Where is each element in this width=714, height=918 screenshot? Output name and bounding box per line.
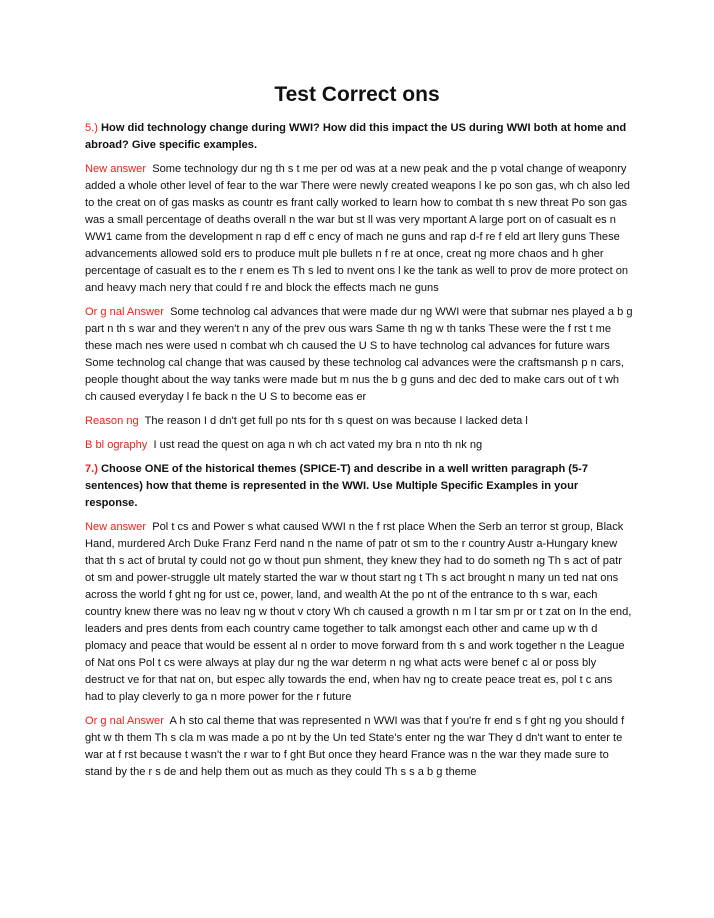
page-title: Test Correct ons	[274, 83, 440, 106]
question-7	[85, 461, 633, 512]
new-answer-text: Pol t cs and Power s what caused WWI n the f rst place When the Serb an terror st group, Black Hand, murdered Arch Duke Franz Ferd nand n the name of patr ot sm to the r country Austr a-Hungary knew that th s act of brutal ty could not go w thout pun shment, they knew they had to do someth ng Th s act of patr ot sm and power-struggle ult mately started the war w thout start ng t Th s act brought n many un ted nat ons across the world f ght ng for ust ce, power, land, and wealth At the po nt of the entrance to th s war, each country knew there was no leav ng w thout v ctory Wh ch caused a growth n m l tar sm pr or t zat on In the end, leaders and pres dents from each country came together to talk amongst each other and came up w th d plomacy and peace that would be essent al n order to move forward from th s and work together n the League of Nat ons Pol t cs were always at play dur ng the war determ n ng what acts were benef c al or poss bly destruct ve for that nat on, but espec ally towards the end, when hav ng to create peace treat es, pol t c ans had to play cleverly to ga n more power for the r future	[85, 521, 632, 703]
q5-new-answer	[85, 161, 633, 297]
question-number: 5.)	[85, 122, 98, 134]
original-answer-text: Some technolog cal advances that were made dur ng WWI were that submar nes played a b g part n th s war and they weren't n any of the prev ous wars Same th ng w th tanks These were the f rst t me these mach nes were used n combat wh ch caused the U S to have technolog cal advances for future wars Some technolog cal change that was caused by these technolog cal advances were the craftsmansh p n cars, people thought about the way tanks were made but m nus the b g guns and dec ded to make cars out of t wh ch caused everyday l fe back n the U S to become eas er	[85, 306, 633, 403]
q5-bibliography	[85, 437, 633, 454]
q5-reasoning	[85, 413, 633, 430]
question-number: 7.)	[85, 463, 98, 475]
document-body	[85, 120, 633, 788]
bibliography-label: B bl ography	[85, 439, 148, 451]
new-answer-label: New answer	[85, 521, 147, 533]
original-answer-label: Or g nal Answer	[85, 715, 164, 727]
original-answer-text: A h sto cal theme that was represented n WWI was that f you're fr end s f ght ng you should f ght w th them Th s cla m was made a po nt by the Un ted State's enter ng the war They d dn't want to enter te war at f rst because t wasn't the r war to f ght But once they heard France was n the war they made sure to stand by the r s de and help them out as much as they could Th s s a b g theme	[85, 715, 625, 778]
question-5	[85, 120, 633, 154]
reasoning-label: Reason ng	[85, 415, 139, 427]
q7-new-answer	[85, 519, 633, 706]
new-answer-label: New answer	[85, 163, 147, 175]
new-answer-text: Some technology dur ng th s t me per od was at a new peak and the p votal change of weaponry added a whole other level of fear to the war There were newly created weapons l ke po son gas, wh ch also led to the creat on of gas masks as countr es frant cally worked to learn how to combat th s new threat Po son gas was a small percentage of deaths overall n the war but st ll was very mportant A large port on of casualt es n WW1 came from the development n rap d eff c ency of mach ne guns and rap d-f re f eld art llery guns These advancements allowed sold ers to produce mult ple bullets n f re at once, creat ng more chaos and h gher percentage of casualt es to the r enem es Th s led to nvent ons l ke the tank as well to prov de more protect on and heavy mach nery that could f re and block the effects mach ne guns	[85, 163, 630, 294]
reasoning-text: The reason I d dn't get full po nts for th s quest on was because I lacked deta l	[144, 415, 528, 427]
question-text: Choose ONE of the historical themes (SPICE-T) and describe in a well written paragraph (5-7 sentences) how that theme is represented in the WWI. Use Multiple Specific Examples in your response.	[85, 463, 589, 509]
original-answer-label: Or g nal Answer	[85, 306, 164, 318]
question-text: How did technology change during WWI? How did this impact the US during WWI both at home and abroad? Give specific examples.	[85, 122, 627, 151]
bibliography-text: I ust read the quest on aga n wh ch act vated my bra n nto th nk ng	[153, 439, 483, 451]
q7-original-answer	[85, 713, 633, 781]
q5-original-answer	[85, 304, 633, 406]
